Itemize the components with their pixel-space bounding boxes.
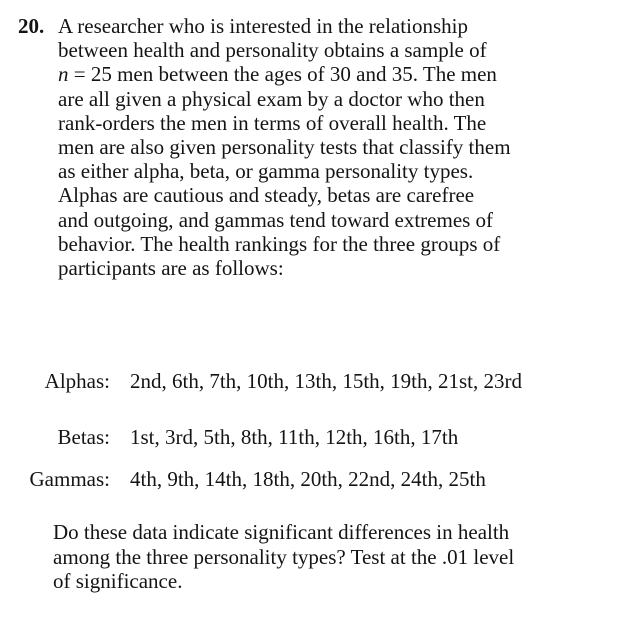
group-ranks: 1st, 3rd, 5th, 8th, 11th, 12th, 16th, 17th (130, 425, 459, 449)
group-ranks: 4th, 9th, 14th, 18th, 20th, 22nd, 24th, 25th (130, 467, 486, 491)
statement-line-remainder: men between the ages of 30 and 35. The men (117, 62, 497, 87)
question-line: among the three personality types? Test at the .01 level (53, 544, 515, 569)
statement-line: A researcher who is interested in the relationship (58, 14, 468, 38)
statement-line: and outgoing, and gammas tend toward extremes of (58, 207, 494, 232)
statement-line: participants are as follows: (58, 256, 284, 281)
group-row-alphas (0, 368, 630, 394)
statement-line: as either alpha, beta, or gamma personality types. (58, 159, 474, 184)
question-line: of significance. (53, 569, 183, 593)
question-prompt (53, 520, 623, 594)
group-row-gammas (0, 466, 630, 492)
statement-line: rank-orders the men in terms of overall health. The (58, 110, 487, 135)
problem-statement (58, 14, 628, 280)
group-ranks: 2nd, 6th, 7th, 10th, 13th, 15th, 19th, 21st, 23rd (130, 369, 523, 393)
sample-size-variable: n (58, 62, 69, 87)
problem-number: 20. (18, 14, 45, 38)
statement-line: behavior. The health rankings for the three groups of (58, 231, 501, 256)
statement-line-sample-size (58, 62, 628, 86)
group-label: Alphas: (44, 369, 110, 393)
group-row-betas (0, 424, 630, 450)
statement-line: Alphas are cautious and steady, betas are carefree (58, 183, 475, 208)
statement-line: men are also given personality tests that classify them (58, 135, 511, 160)
question-line: Do these data indicate significant differences in health (53, 520, 510, 544)
statement-line: between health and personality obtains a sample of (58, 38, 487, 63)
statement-line: are all given a physical exam by a doctor who then (58, 86, 485, 111)
group-label: Betas: (57, 425, 110, 449)
sample-size-value: = 25 (68, 62, 118, 87)
group-label: Gammas: (29, 467, 110, 491)
